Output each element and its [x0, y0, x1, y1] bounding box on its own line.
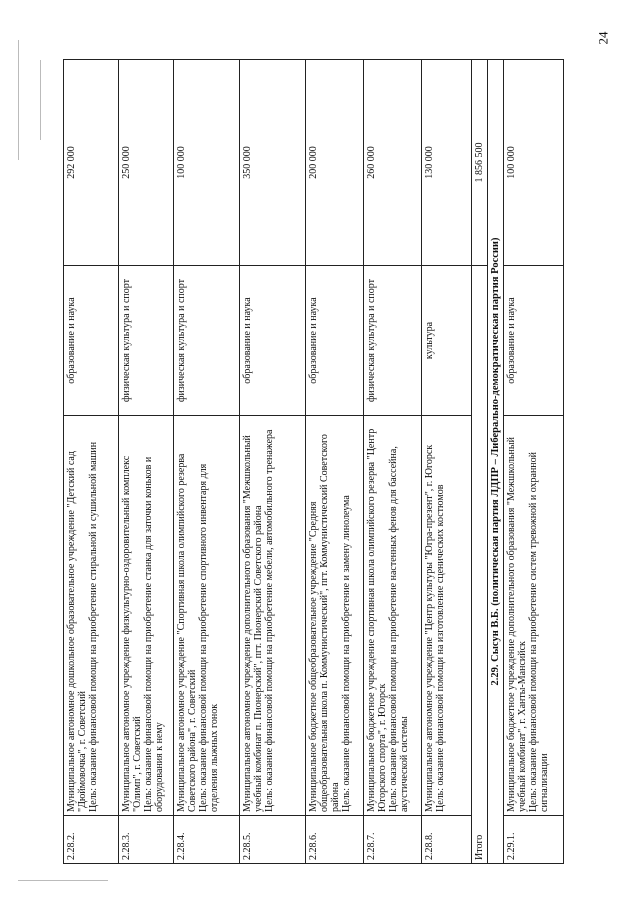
row-amount: 350 000 — [240, 60, 306, 266]
table-row — [119, 60, 174, 864]
row-direction: образование и наука — [306, 266, 364, 416]
table-row — [504, 60, 564, 864]
scan-mark — [18, 40, 19, 160]
table-row — [174, 60, 240, 864]
row-number: 2.28.6. — [306, 816, 364, 864]
row-amount: 250 000 — [119, 60, 174, 266]
row-description: Муниципальное автономное учреждение "Центр культуры "Югра-презент", г. Югорск Цель: оказание финансовой помощи на изготовление сценических костюмов — [422, 416, 472, 816]
table-row — [240, 60, 306, 864]
row-amount: 260 000 — [364, 60, 422, 266]
row-direction: образование и наука — [64, 266, 119, 416]
total-label: Итого — [472, 266, 488, 864]
row-description: Муниципальное автономное учреждение физкультурно-оздоровительный комплекс "Олимп", г. Советский Цель: оказание финансовой помощи на приобретение станка для заточки коньков и оборудования к нему — [119, 416, 174, 816]
row-description: Муниципальное автономное дошкольное образовательное учреждение "Детский сад "Дюймовочка", г. Советский Цель: оказание финансовой помощи на приобретение стиральной и сушильной машин — [64, 416, 119, 816]
table-row — [422, 60, 472, 864]
row-description: Муниципальное автономное учреждение дополнительного образования "Межшкольный учебный комбинат п. Пионерский", пгт. Пионерский Советского района Цель: оказание финансовой помощи на приобретение мебели, автомобильного тренажера — [240, 416, 306, 816]
section-header: 2.29. Сысун В.Б. (политическая партия ЛДПР – Либерально-демократическая партия России) — [488, 60, 504, 864]
grants-table-body — [64, 60, 564, 864]
row-direction: образование и наука — [240, 266, 306, 416]
row-number: 2.28.3. — [119, 816, 174, 864]
table-row — [364, 60, 422, 864]
total-amount: 1 856 500 — [472, 60, 488, 266]
row-description: Муниципальное автономное учреждение "Спортивная школа олимпийского резерва Советского района", г. Советский Цель: оказание финансовой помощи на приобретение спортивного инвентаря для отделения лыжных гонок — [174, 416, 240, 816]
row-description: Муниципальное бюджетное учреждение дополнительного образования "Межшкольный учебный комбинат", г. Ханты-Мансийск Цель: оказание финансовой помощи на приобретение систем тревожной и охранной сигнализации — [504, 416, 564, 816]
row-description: Муниципальное бюджетное учреждение спортивная школа олимпийского резерва "Центр Югорского спорта", г. Югорск Цель: оказание финансовой помощи на приобретение настенных фенов для бассейна, акустической системы — [364, 416, 422, 816]
row-direction: физическая культура и спорт — [119, 266, 174, 416]
row-amount: 100 000 — [504, 60, 564, 266]
row-number: 2.28.2. — [64, 816, 119, 864]
row-direction: образование и наука — [504, 266, 564, 416]
total-row — [472, 60, 488, 864]
table-row — [306, 60, 364, 864]
row-number: 2.28.4. — [174, 816, 240, 864]
row-direction: культура — [422, 266, 472, 416]
row-amount: 292 000 — [64, 60, 119, 266]
row-description: Муниципальное бюджетное общеобразовательное учреждение "Средняя общеобразовательная школа п. Коммунистический", пгт. Коммунистический Советского района Цель: оказание финансовой помощи на приобретение и замену линолеума — [306, 416, 364, 816]
rotated-table-container — [63, 60, 569, 864]
row-number: 2.28.5. — [240, 816, 306, 864]
row-direction: физическая культура и спорт — [174, 266, 240, 416]
row-amount: 130 000 — [422, 60, 472, 266]
grants-table — [63, 59, 564, 864]
row-number: 2.28.8. — [422, 816, 472, 864]
row-number: 2.29.1. — [504, 816, 564, 864]
page-number: 24 — [595, 31, 611, 45]
scan-mark — [18, 880, 108, 881]
section-header-row — [488, 60, 504, 864]
row-number: 2.28.7. — [364, 816, 422, 864]
scan-mark — [40, 60, 41, 140]
row-amount: 200 000 — [306, 60, 364, 266]
row-amount: 100 000 — [174, 60, 240, 266]
table-row — [64, 60, 119, 864]
row-direction: физическая культура и спорт — [364, 266, 422, 416]
